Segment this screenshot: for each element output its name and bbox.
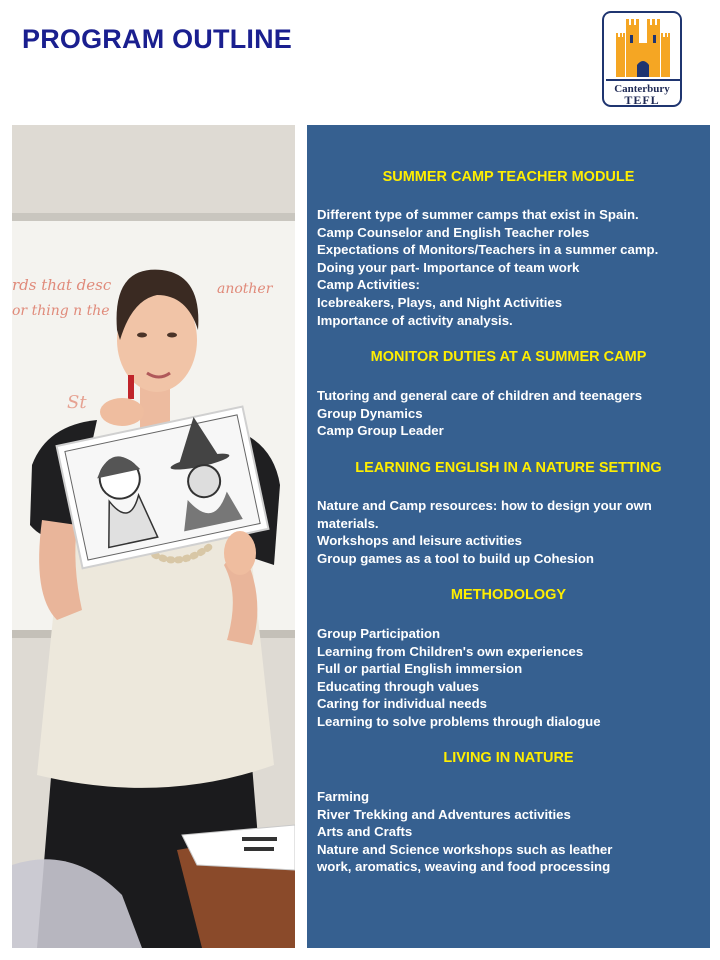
list-item: Doing your part- Importance of team work [317,259,580,275]
teacher-presenting-photo [12,125,295,948]
list-item: Full or partial English immersion [317,661,523,677]
program-outline-panel [307,125,710,948]
list-item: Group games as a tool to build up Cohesion [317,550,594,566]
page-title: PROGRAM OUTLINE [22,24,292,54]
section-list-summer-camp-teacher-module [317,206,702,329]
list-item: Educating through values [317,678,479,694]
section-list-monitor-duties [317,387,702,440]
list-item: Importance of activity analysis. [317,312,513,328]
list-item: Caring for individual needs [317,696,487,712]
whiteboard-text-2: another [217,281,273,297]
list-item: River Trekking and Adventures activities [317,806,571,822]
logo-text-line1: Canterbury [614,83,670,95]
list-item: Nature and Camp resources: how to design your own [317,498,652,513]
list-item: Icebreakers, Plays, and Night Activities [317,294,563,310]
whiteboard-text-4: St [67,392,87,413]
section-heading-living-in-nature: LIVING IN NATURE [443,750,574,766]
list-item: Group Dynamics [317,405,423,421]
list-item: work, aromatics, weaving and food processing [317,859,611,875]
section-heading-monitor-duties: MONITOR DUTIES AT A SUMMER CAMP [370,349,647,365]
whiteboard-text-1: rds that desc [12,276,112,294]
section-heading-summer-camp-teacher-module: SUMMER CAMP TEACHER MODULE [382,169,635,185]
list-item: Learning to solve problems through dialogue [317,713,601,729]
section-heading-learning-english-nature: LEARNING ENGLISH IN A NATURE SETTING [355,460,662,476]
list-item: materials. [317,515,379,531]
section-list-living-in-nature [317,788,702,876]
list-item: Workshops and leisure activities [317,533,522,549]
list-item: Learning from Children's own experiences [317,643,584,659]
list-item: Nature and Science workshops such as leather [317,841,613,857]
list-item: Expectations of Monitors/Teachers in a summer camp. [317,242,659,258]
list-item: Different type of summer camps that exist in Spain. [317,207,639,222]
list-item: Camp Group Leader [317,423,444,439]
logo-text-line2: TEFL [624,93,660,107]
list-item: Farming [317,789,370,804]
list-item: Camp Counselor and English Teacher roles [317,224,590,240]
list-item: Group Participation [317,626,441,641]
list-item: Arts and Crafts [317,824,413,840]
whiteboard-text-3: or thing n the [12,303,110,319]
canterbury-tefl-logo [602,11,682,107]
section-list-methodology [317,625,702,731]
section-list-learning-english-nature [317,497,702,567]
section-heading-methodology: METHODOLOGY [450,587,567,603]
list-item: Camp Activities: [317,277,420,293]
list-item: Tutoring and general care of children and teenagers [317,388,643,403]
